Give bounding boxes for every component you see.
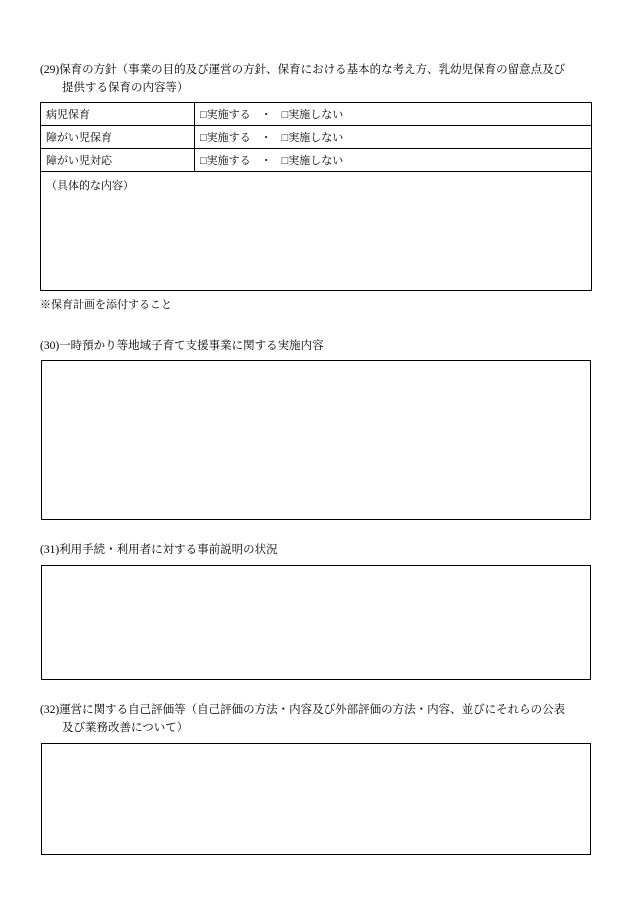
row-label-disabled-child-care: 障がい児保育 [41,125,195,148]
section-31-answer-box[interactable] [41,565,591,680]
section-30-title: 一時預かり等地域子育て支援事業に関する実施内容 [59,339,324,352]
checkbox-not-implement-2[interactable]: □実施しない [281,154,344,167]
section-30 [40,338,592,521]
section-31-number: (31) [40,544,60,557]
option-separator-1: ・ [260,131,272,144]
section-31-title: 利用手続・利用者に対する事前説明の状況 [59,544,278,557]
document-content [40,62,592,855]
row-label-sick-child-care: 病児保育 [41,102,195,125]
table-row [41,102,592,125]
section-29-table [40,102,592,291]
section-32-answer-box[interactable] [41,743,591,855]
detail-label: （具体的な内容） [46,179,134,192]
section-29 [40,62,592,312]
section-32 [40,702,592,855]
section-32-number: (32) [40,704,60,717]
checkbox-implement-2[interactable]: □実施する [200,154,251,167]
section-30-heading [40,338,592,356]
row-options-disabled-child-support [195,148,592,171]
section-32-title: 運営に関する自己評価等（自己評価の方法・内容及び外部評価の方法・内容、並びにそれらの公表 [59,704,566,717]
checkbox-not-implement-0[interactable]: □実施しない [281,108,344,121]
section-32-title-continued: 及び業務改善について） [62,722,189,735]
spacer [40,680,592,702]
section-29-title: 保育の方針（事業の目的及び運営の方針、保育における基本的な考え方、乳幼児保育の留意点及び [59,64,566,76]
table-row [41,148,592,171]
section-30-number: (30) [40,339,60,352]
option-separator-2: ・ [260,154,272,167]
spacer [40,312,592,338]
section-29-title-continued: 提供する保育の内容等） [62,81,189,94]
section-31-heading [40,542,592,560]
row-options-disabled-child-care [195,125,592,148]
table-row-detail [41,171,592,290]
spacer [40,520,592,542]
section-30-answer-box[interactable] [41,360,591,520]
section-29-heading [40,62,592,98]
checkbox-not-implement-1[interactable]: □実施しない [281,131,344,144]
checkbox-implement-1[interactable]: □実施する [200,131,251,144]
section-31 [40,542,592,680]
row-label-disabled-child-support: 障がい児対応 [41,148,195,171]
detail-cell[interactable] [41,171,592,290]
table-row [41,125,592,148]
row-options-sick-child-care [195,102,592,125]
checkbox-implement-0[interactable]: □実施する [200,108,251,121]
section-32-heading [40,702,592,738]
option-separator-0: ・ [260,108,272,121]
section-29-note: ※保育計画を添付すること [40,298,172,311]
section-29-number: (29) [40,64,60,76]
